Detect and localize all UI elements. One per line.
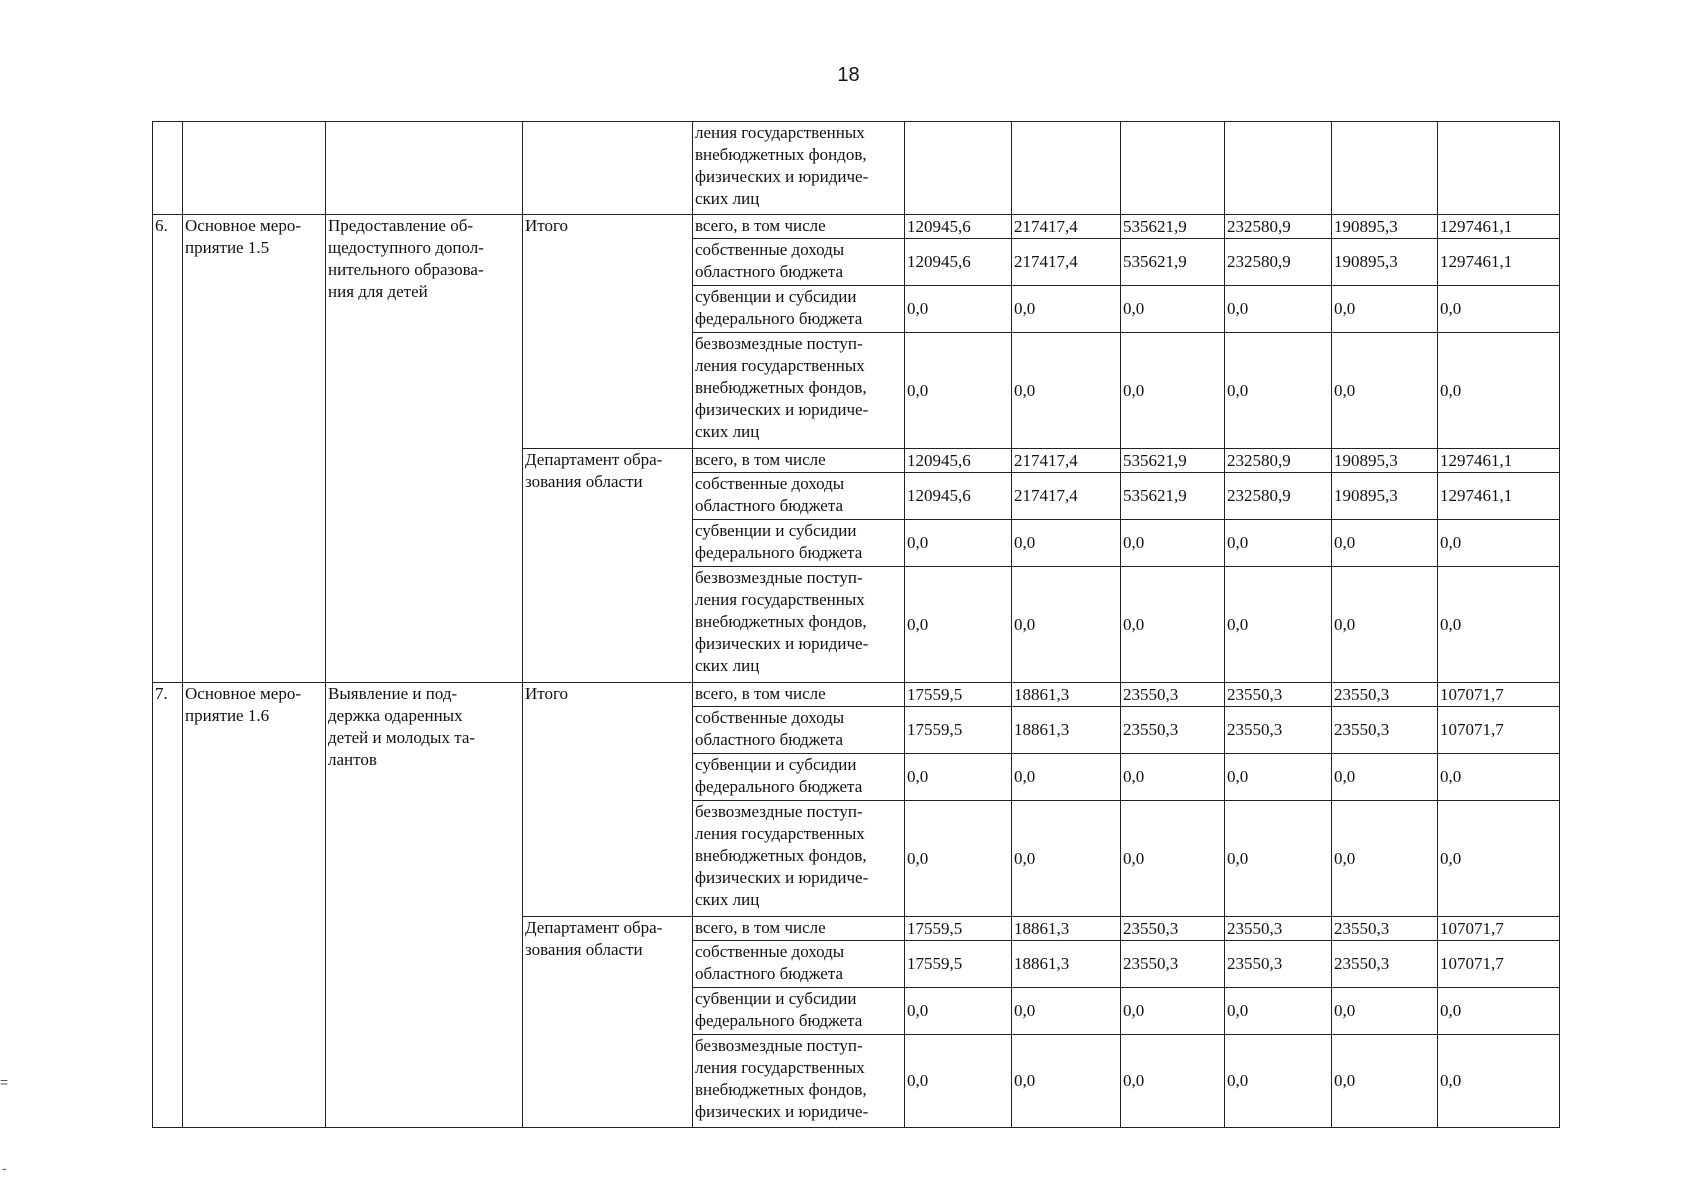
title-cell bbox=[326, 122, 523, 215]
value-cell: 0,0 bbox=[905, 333, 1012, 449]
value-cell: 0,0 bbox=[1121, 520, 1225, 567]
value-cell: 23550,3 bbox=[1121, 917, 1225, 941]
left-margin-mark: = bbox=[0, 1074, 9, 1090]
value-cell: 120945,6 bbox=[905, 473, 1012, 520]
value-cell: 0,0 bbox=[1012, 567, 1121, 683]
value-cell: 0,0 bbox=[1012, 988, 1121, 1035]
funding-source: субвенции и субсидии федерального бюджета bbox=[693, 988, 905, 1035]
value-cell bbox=[905, 122, 1012, 215]
value-cell: 0,0 bbox=[1332, 988, 1438, 1035]
funding-source: всего, в том числе bbox=[693, 683, 905, 707]
value-cell: 0,0 bbox=[1121, 1035, 1225, 1128]
continuation-row bbox=[153, 122, 1560, 215]
value-cell: 23550,3 bbox=[1225, 707, 1332, 754]
value-cell: 0,0 bbox=[1332, 333, 1438, 449]
value-cell: 0,0 bbox=[1225, 286, 1332, 333]
value-cell: 190895,3 bbox=[1332, 215, 1438, 239]
value-cell: 0,0 bbox=[1438, 333, 1560, 449]
value-cell: 232580,9 bbox=[1225, 473, 1332, 520]
measure-cell bbox=[183, 122, 326, 215]
value-cell bbox=[1225, 122, 1332, 215]
funding-source: собственные доходы областного бюджета bbox=[693, 473, 905, 520]
value-cell: 0,0 bbox=[1332, 286, 1438, 333]
executor-name: Департамент обра- зования области bbox=[523, 917, 693, 1128]
funding-source: безвозмездные поступ- ления государственных внебюджетных фондов, физических и юридиче- bbox=[693, 1035, 905, 1128]
executor-cell bbox=[523, 122, 693, 215]
value-cell: 23550,3 bbox=[1332, 917, 1438, 941]
funding-source: всего, в том числе bbox=[693, 449, 905, 473]
value-cell: 23550,3 bbox=[1121, 683, 1225, 707]
value-cell: 17559,5 bbox=[905, 707, 1012, 754]
value-cell: 120945,6 bbox=[905, 239, 1012, 286]
value-cell: 190895,3 bbox=[1332, 449, 1438, 473]
executor-name: Итого bbox=[523, 215, 693, 449]
value-cell: 23550,3 bbox=[1332, 941, 1438, 988]
value-cell: 0,0 bbox=[1225, 1035, 1332, 1128]
value-cell: 18861,3 bbox=[1012, 707, 1121, 754]
value-cell: 18861,3 bbox=[1012, 683, 1121, 707]
value-cell: 0,0 bbox=[905, 1035, 1012, 1128]
value-cell: 0,0 bbox=[1121, 567, 1225, 683]
value-cell: 232580,9 bbox=[1225, 239, 1332, 286]
value-cell: 217417,4 bbox=[1012, 473, 1121, 520]
value-cell: 0,0 bbox=[1225, 333, 1332, 449]
value-cell: 0,0 bbox=[1121, 801, 1225, 917]
table-row bbox=[153, 683, 1560, 707]
value-cell: 0,0 bbox=[1225, 988, 1332, 1035]
value-cell: 107071,7 bbox=[1438, 683, 1560, 707]
value-cell: 0,0 bbox=[1438, 520, 1560, 567]
value-cell bbox=[1438, 122, 1560, 215]
table-body bbox=[153, 122, 1560, 1128]
value-cell: 0,0 bbox=[1121, 286, 1225, 333]
value-cell: 107071,7 bbox=[1438, 917, 1560, 941]
value-cell: 107071,7 bbox=[1438, 941, 1560, 988]
executor-name: Итого bbox=[523, 683, 693, 917]
value-cell: 0,0 bbox=[1225, 801, 1332, 917]
value-cell: 0,0 bbox=[1438, 1035, 1560, 1128]
num-cell bbox=[153, 122, 183, 215]
value-cell: 18861,3 bbox=[1012, 917, 1121, 941]
value-cell: 217417,4 bbox=[1012, 449, 1121, 473]
value-cell: 107071,7 bbox=[1438, 707, 1560, 754]
measure-name: Основное меро- приятие 1.5 bbox=[183, 215, 326, 683]
value-cell: 23550,3 bbox=[1121, 941, 1225, 988]
funding-source: собственные доходы областного бюджета bbox=[693, 707, 905, 754]
value-cell: 17559,5 bbox=[905, 941, 1012, 988]
table-row bbox=[153, 215, 1560, 239]
value-cell: 0,0 bbox=[1121, 988, 1225, 1035]
value-cell: 23550,3 bbox=[1225, 941, 1332, 988]
value-cell: 120945,6 bbox=[905, 215, 1012, 239]
value-cell: 23550,3 bbox=[1225, 683, 1332, 707]
value-cell: 23550,3 bbox=[1225, 917, 1332, 941]
value-cell: 1297461,1 bbox=[1438, 473, 1560, 520]
value-cell: 0,0 bbox=[1332, 801, 1438, 917]
value-cell: 0,0 bbox=[1012, 286, 1121, 333]
value-cell: 17559,5 bbox=[905, 683, 1012, 707]
value-cell bbox=[1332, 122, 1438, 215]
value-cell: 0,0 bbox=[1225, 567, 1332, 683]
value-cell: 217417,4 bbox=[1012, 239, 1121, 286]
funding-source: субвенции и субсидии федерального бюджета bbox=[693, 754, 905, 801]
value-cell: 0,0 bbox=[905, 286, 1012, 333]
value-cell bbox=[1012, 122, 1121, 215]
value-cell: 232580,9 bbox=[1225, 449, 1332, 473]
value-cell bbox=[1121, 122, 1225, 215]
bottom-margin-mark: - bbox=[2, 1160, 7, 1176]
funding-source: собственные доходы областного бюджета bbox=[693, 239, 905, 286]
measure-title: Выявление и под- держка одаренных детей и молодых та- лантов bbox=[326, 683, 523, 1128]
value-cell: 0,0 bbox=[1332, 567, 1438, 683]
value-cell: 23550,3 bbox=[1121, 707, 1225, 754]
value-cell: 0,0 bbox=[1012, 754, 1121, 801]
value-cell: 190895,3 bbox=[1332, 473, 1438, 520]
value-cell: 0,0 bbox=[1121, 333, 1225, 449]
value-cell: 0,0 bbox=[1332, 520, 1438, 567]
value-cell: 0,0 bbox=[905, 567, 1012, 683]
value-cell: 0,0 bbox=[1225, 520, 1332, 567]
value-cell: 0,0 bbox=[1438, 988, 1560, 1035]
funding-source: безвозмездные поступ- ления государственных внебюджетных фондов, физических и юридиче- ских лиц bbox=[693, 801, 905, 917]
funding-source: субвенции и субсидии федерального бюджета bbox=[693, 286, 905, 333]
value-cell: 0,0 bbox=[1438, 754, 1560, 801]
value-cell: 232580,9 bbox=[1225, 215, 1332, 239]
section-number: 6. bbox=[153, 215, 183, 683]
value-cell: 0,0 bbox=[905, 801, 1012, 917]
value-cell: 535621,9 bbox=[1121, 449, 1225, 473]
value-cell: 0,0 bbox=[905, 520, 1012, 567]
value-cell: 0,0 bbox=[905, 754, 1012, 801]
value-cell: 1297461,1 bbox=[1438, 215, 1560, 239]
value-cell: 120945,6 bbox=[905, 449, 1012, 473]
value-cell: 0,0 bbox=[1438, 286, 1560, 333]
value-cell: 535621,9 bbox=[1121, 215, 1225, 239]
value-cell: 0,0 bbox=[1225, 754, 1332, 801]
value-cell: 0,0 bbox=[905, 988, 1012, 1035]
value-cell: 18861,3 bbox=[1012, 941, 1121, 988]
value-cell: 1297461,1 bbox=[1438, 449, 1560, 473]
executor-name: Департамент обра- зования области bbox=[523, 449, 693, 683]
measure-name: Основное меро- приятие 1.6 bbox=[183, 683, 326, 1128]
value-cell: 0,0 bbox=[1012, 1035, 1121, 1128]
page-number: 18 bbox=[837, 64, 860, 86]
value-cell: 0,0 bbox=[1012, 520, 1121, 567]
funding-source: собственные доходы областного бюджета bbox=[693, 941, 905, 988]
value-cell: 535621,9 bbox=[1121, 473, 1225, 520]
value-cell: 0,0 bbox=[1012, 801, 1121, 917]
value-cell: 0,0 bbox=[1012, 333, 1121, 449]
value-cell: 0,0 bbox=[1121, 754, 1225, 801]
value-cell: 1297461,1 bbox=[1438, 239, 1560, 286]
value-cell: 217417,4 bbox=[1012, 215, 1121, 239]
value-cell: 23550,3 bbox=[1332, 707, 1438, 754]
value-cell: 0,0 bbox=[1332, 1035, 1438, 1128]
funding-source: всего, в том числе bbox=[693, 215, 905, 239]
value-cell: 535621,9 bbox=[1121, 239, 1225, 286]
value-cell: 0,0 bbox=[1438, 801, 1560, 917]
value-cell: 0,0 bbox=[1438, 567, 1560, 683]
value-cell: 190895,3 bbox=[1332, 239, 1438, 286]
value-cell: 23550,3 bbox=[1332, 683, 1438, 707]
funding-source: субвенции и субсидии федерального бюджета bbox=[693, 520, 905, 567]
measure-title: Предоставление об- щедоступного допол- нительного образова- ния для детей bbox=[326, 215, 523, 683]
financing-table bbox=[152, 121, 1560, 1128]
value-cell: 17559,5 bbox=[905, 917, 1012, 941]
funding-source: безвозмездные поступ- ления государственных внебюджетных фондов, физических и юридиче- ских лиц bbox=[693, 567, 905, 683]
value-cell: 0,0 bbox=[1332, 754, 1438, 801]
funding-source: безвозмездные поступ- ления государственных внебюджетных фондов, физических и юридиче- ских лиц bbox=[693, 333, 905, 449]
section-number: 7. bbox=[153, 683, 183, 1128]
funding-source: всего, в том числе bbox=[693, 917, 905, 941]
source-cell: ления государственных внебюджетных фондов, физических и юридиче- ских лиц bbox=[693, 122, 905, 215]
